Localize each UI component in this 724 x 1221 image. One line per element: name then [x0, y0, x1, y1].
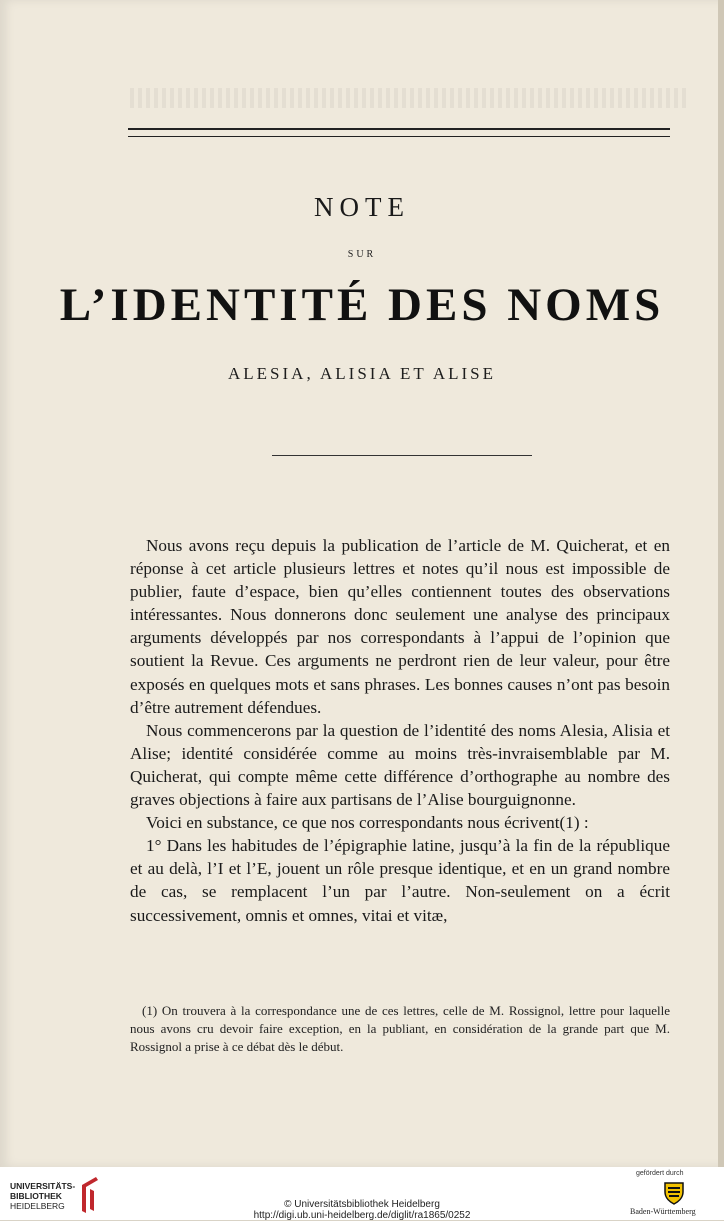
library-name-line: UNIVERSITÄTS-	[10, 1181, 76, 1191]
bleed-through-shadow	[130, 88, 690, 108]
separator-rule	[272, 455, 532, 456]
footnote-text: (1) On trouvera à la correspondance une de ces lettres, celle de M. Rossignol, lettre pour laquelle nous avons cru devoir faire exception, en la publiant, en considération de la grande part que M. Rossignol a prise à ce débat dès le début.	[130, 1003, 670, 1054]
funder-label: gefördert durch	[636, 1170, 684, 1177]
coat-of-arms-icon	[662, 1181, 686, 1205]
permalink-url[interactable]: http://digi.ub.uni-heidelberg.de/diglit/ra1865/0252	[253, 1210, 471, 1221]
title-sur: SUR	[347, 249, 377, 260]
page-edge	[718, 0, 724, 1167]
title-note: NOTE	[314, 192, 410, 222]
library-name-line: BIBLIOTHEK	[10, 1191, 62, 1201]
paragraph: Nous commencerons par la question de l’identité des noms Alesia, Alisia et Alise; identité considérée comme au moins très-invraisemblable par M. Quicherat, qui compte même cette différence d’orthographe au nombre des graves objections à faire aux partisans de l’Alise bourguignonne.	[130, 720, 670, 810]
copyright-text: © Universitätsbibliothek Heidelberg	[284, 1199, 440, 1210]
copyright-notice	[0, 1199, 724, 1221]
paragraph: Voici en substance, ce que nos correspondants nous écrivent(1) :	[146, 813, 589, 833]
library-name-line: HEIDELBERG	[10, 1201, 65, 1211]
page-subtitle: ALESIA, ALISIA ET ALISE	[228, 364, 496, 383]
paragraph: Nous avons reçu depuis la publication de l’article de M. Quicherat, et en réponse à cet article plusieurs lettres et notes qu’il nous est impossible de publier, faute d’espace, bien qu’elles contiennent toutes des observations intéressantes. Nous donnerons donc seulement une analyse des principaux arguments développés par nos correspondants à l’appui de l’opinion que soutient la Revue. Ces arguments ne perdront rien de leur valeur, pour être exposés en quelques mots et sans phrases. Les bonnes causes n’ont pas besoin d’être autrement défendues.	[130, 536, 670, 717]
top-double-rule	[128, 128, 670, 137]
paragraph: 1° Dans les habitudes de l’épigraphie latine, jusqu’à la fin de la république et au delà, l’I et l’E, jouent un rôle presque identique, et en un grand nombre de cas, se remplacent l’un par l’autre. Non-seulement on a écrit successivement, omnis et omnes, vitai et vitæ,	[130, 836, 670, 925]
page-title: L’IDENTITÉ DES NOMS	[59, 279, 665, 331]
body-text	[130, 534, 670, 927]
footnote	[130, 1002, 670, 1056]
funder-name: Baden-Württemberg	[630, 1207, 696, 1216]
